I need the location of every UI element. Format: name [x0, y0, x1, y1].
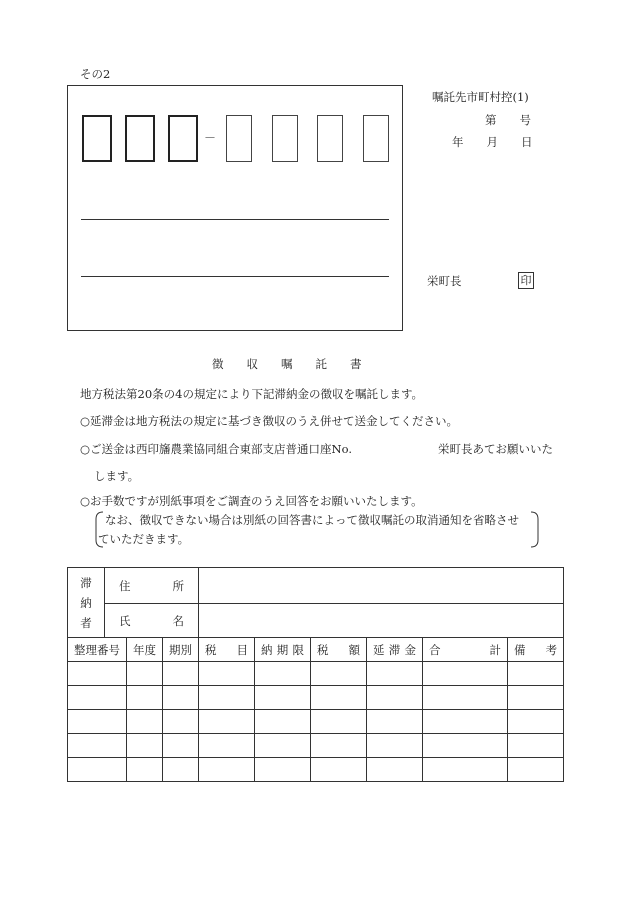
intro-text: 地方税法第20条の4の規定により下記滞納金の徴収を嘱託します。	[80, 387, 424, 401]
seal-box	[518, 272, 534, 289]
col-header-char: 合	[429, 642, 441, 657]
column-header-row	[68, 638, 564, 662]
table-cell[interactable]	[423, 710, 508, 734]
delinquent-char: 滞	[80, 575, 92, 590]
ref-label: 嘱託先市町村控(1)	[432, 90, 529, 104]
address-line-1[interactable]	[81, 219, 389, 220]
col-header-char: 考	[545, 642, 558, 657]
name-label-char: 名	[172, 613, 185, 628]
table-cell[interactable]	[508, 662, 564, 686]
table-cell[interactable]	[68, 710, 127, 734]
table-cell[interactable]	[255, 710, 311, 734]
col-header-char: 目	[236, 642, 249, 657]
table-cell[interactable]	[199, 734, 255, 758]
col-header-char: 税	[317, 642, 329, 657]
col-header-char: 納	[261, 642, 273, 657]
col-header-char: 限	[292, 642, 305, 657]
item-2-text-tail: 栄町長あてお願いいた	[438, 442, 553, 456]
item-2-text-cont: します。	[94, 469, 140, 483]
table-row	[68, 662, 564, 686]
table-cell[interactable]	[163, 686, 199, 710]
col-header-text: 年度	[133, 642, 156, 657]
table-cell[interactable]	[68, 734, 127, 758]
col-header-char: 金	[404, 642, 417, 657]
table-cell[interactable]	[311, 686, 367, 710]
table-cell[interactable]	[423, 662, 508, 686]
postal-box-7[interactable]	[363, 115, 389, 162]
col-header-char: 備	[514, 642, 526, 657]
col-header-seiri	[68, 638, 127, 662]
col-header-char: 額	[348, 642, 361, 657]
col-header-entaikin	[367, 638, 423, 662]
table-cell[interactable]	[367, 758, 423, 782]
table-row	[68, 734, 564, 758]
address-label-char: 所	[172, 578, 185, 593]
postal-box-4[interactable]	[226, 115, 252, 162]
table-cell[interactable]	[163, 710, 199, 734]
table-cell[interactable]	[127, 758, 163, 782]
table-cell[interactable]	[127, 686, 163, 710]
doc-title: 徴 収 嘱 託 書	[212, 357, 362, 371]
date-label: 年 月 日	[452, 135, 533, 149]
table-cell[interactable]	[367, 710, 423, 734]
table-cell[interactable]	[199, 662, 255, 686]
table-cell[interactable]	[508, 710, 564, 734]
table-cell[interactable]	[255, 662, 311, 686]
postal-box-5[interactable]	[272, 115, 298, 162]
address-value-cell[interactable]	[199, 568, 564, 604]
table-cell[interactable]	[163, 662, 199, 686]
table-cell[interactable]	[367, 686, 423, 710]
col-header-char: 税	[205, 642, 217, 657]
table-cell[interactable]	[127, 734, 163, 758]
table-cell[interactable]	[68, 686, 127, 710]
table-cell[interactable]	[199, 758, 255, 782]
table-row	[68, 710, 564, 734]
col-header-bikou	[508, 638, 564, 662]
number-label: 第 号	[485, 113, 531, 127]
name-label-cell	[105, 604, 199, 638]
table-cell[interactable]	[423, 734, 508, 758]
table-cell[interactable]	[311, 758, 367, 782]
col-header-zeigaku	[311, 638, 367, 662]
table-cell[interactable]	[508, 734, 564, 758]
table-cell[interactable]	[255, 758, 311, 782]
mayor-label: 栄町長	[427, 274, 462, 288]
table-cell[interactable]	[255, 734, 311, 758]
table-cell[interactable]	[163, 734, 199, 758]
table-cell[interactable]	[367, 734, 423, 758]
item-1-text: ○延滞金は地方税法の規定に基づき徴収のうえ併せて送金してください。	[80, 414, 459, 428]
postal-box-2[interactable]	[125, 115, 155, 162]
table-cell[interactable]	[199, 710, 255, 734]
name-label-char: 氏	[119, 613, 131, 628]
note-line-2: ていただきます。	[98, 532, 190, 546]
postal-hyphen: －	[204, 131, 217, 145]
delinquent-char: 納	[80, 595, 92, 610]
address-label-char: 住	[119, 578, 131, 593]
delinquent-label-cell	[68, 568, 105, 638]
table-cell[interactable]	[68, 662, 127, 686]
table-cell[interactable]	[508, 758, 564, 782]
table-cell[interactable]	[127, 710, 163, 734]
table-cell[interactable]	[127, 662, 163, 686]
address-line-2[interactable]	[81, 276, 389, 277]
table-cell[interactable]	[311, 710, 367, 734]
table-cell[interactable]	[68, 758, 127, 782]
table-cell[interactable]	[311, 662, 367, 686]
postal-box-3[interactable]	[168, 115, 198, 162]
col-header-noukigen	[255, 638, 311, 662]
col-header-goukei	[423, 638, 508, 662]
delinquent-char: 者	[80, 615, 92, 630]
seal-text: 印	[520, 274, 532, 287]
delinquent-label	[68, 573, 104, 633]
table-cell[interactable]	[311, 734, 367, 758]
table-row	[68, 686, 564, 710]
postal-box-6[interactable]	[317, 115, 343, 162]
address-label-cell	[105, 568, 199, 604]
col-header-zeimoku	[199, 638, 255, 662]
name-value-cell[interactable]	[199, 604, 564, 638]
item-3-text: ○お手数ですが別紙事項をご調査のうえ回答をお願いいたします。	[80, 494, 423, 508]
col-header-char: 期	[276, 642, 289, 657]
note-line-1: なお、徴収できない場合は別紙の回答書によって徴収嘱託の取消通知を省略させ	[105, 513, 519, 527]
table-cell[interactable]	[508, 686, 564, 710]
table-row	[68, 758, 564, 782]
item-2-text: ○ご送金は西印旛農業協同組合東部支店普通口座No.	[80, 442, 352, 456]
table-cell[interactable]	[423, 758, 508, 782]
table-cell[interactable]	[423, 686, 508, 710]
col-header-text: 期別	[169, 642, 192, 657]
delinquency-table	[67, 567, 564, 782]
table-cell[interactable]	[255, 686, 311, 710]
table-cell[interactable]	[163, 758, 199, 782]
table-cell[interactable]	[367, 662, 423, 686]
table-cell[interactable]	[199, 686, 255, 710]
col-header-nendo	[127, 638, 163, 662]
form-number: その2	[80, 67, 111, 81]
col-header-char: 延	[373, 642, 385, 657]
col-header-char: 計	[489, 642, 502, 657]
col-header-text: 整理番号	[74, 642, 120, 657]
col-header-char: 滞	[388, 642, 401, 657]
postal-box-1[interactable]	[82, 115, 112, 162]
col-header-kibetsu	[163, 638, 199, 662]
